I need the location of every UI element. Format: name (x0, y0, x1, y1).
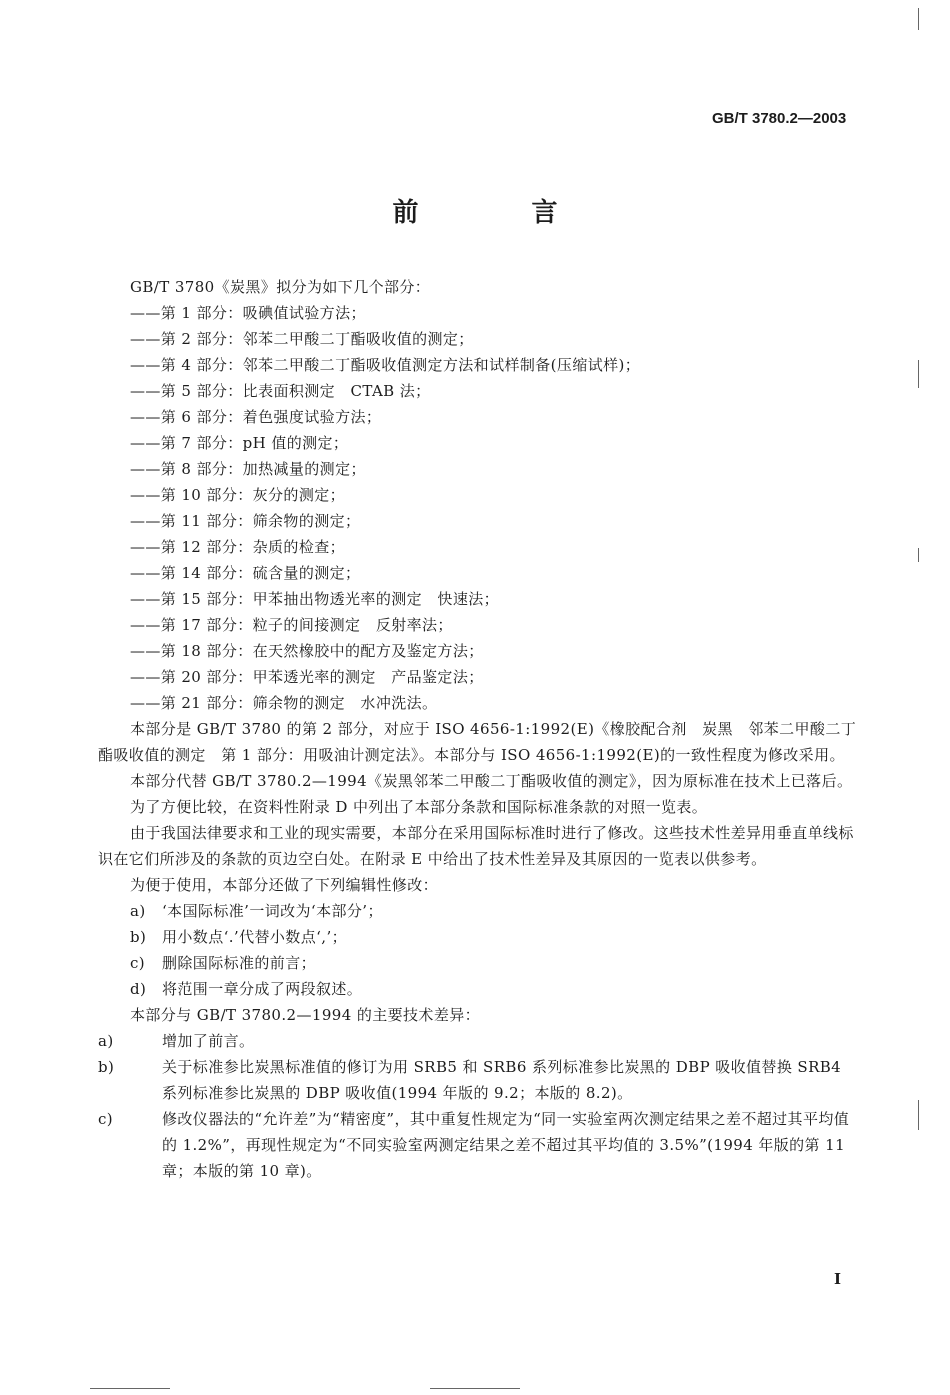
item-text: 删除国际标准的前言； (162, 954, 317, 972)
part-list-item: ——第 4 部分：邻苯二甲酸二丁酯吸收值测定方法和试样制备(压缩试样)； (130, 356, 641, 374)
tech-diff-intro: 本部分与 GB/T 3780.2—1994 的主要技术差异： (130, 1006, 481, 1024)
item-label: d) (130, 980, 147, 998)
part-list-item: ——第 17 部分：粒子的间接测定 反射率法； (130, 616, 453, 634)
part-list-item: ——第 8 部分：加热减量的测定； (130, 460, 366, 478)
part-list-item: ——第 1 部分：吸碘值试验方法； (130, 304, 366, 322)
part-list-item: ——第 21 部分：筛余物的测定 水冲洗法。 (130, 694, 438, 712)
editorial-intro: 为便于使用，本部分还做了下列编辑性修改： (130, 876, 439, 894)
item-text: ‘本国际标准’一词改为‘本部分’； (162, 902, 383, 920)
part-list-item: ——第 7 部分：pH 值的测定； (130, 434, 349, 452)
annex-e-paragraph: 由于我国法律要求和工业的现实需要，本部分在采用国际标准时进行了修改。这些技术性差异用垂直单线标识在它们所涉及的条款的页边空白处。在附录 E 中给出了技术性差异及其原因的一览表以供参考。 (98, 824, 854, 868)
scan-margin-mark (918, 8, 919, 30)
part-list-item: ——第 20 部分：甲苯透光率的测定 产品鉴定法； (130, 668, 484, 686)
scan-margin-mark (918, 360, 919, 388)
correspondence-paragraph: 本部分是 GB/T 3780 的第 2 部分，对应于 ISO 4656-1:1992(E)《橡胶配合剂 炭黑 邻苯二甲酸二丁酯吸收值的测定 第 1 部分：用吸油计测定法》。本部分与 ISO 4656-1:1992(E)的一致性程度为修改采用。 (98, 720, 857, 764)
item-label: c) (98, 1110, 114, 1128)
part-list-item: ——第 15 部分：甲苯抽出物透光率的测定 快速法； (130, 590, 500, 608)
part-list-item: ——第 14 部分：硫含量的测定； (130, 564, 361, 582)
item-text: 关于标准参比炭黑标准值的修订为用 SRB5 和 SRB6 系列标准参比炭黑的 DBP 吸收值替换 SRB4 系列标准参比炭黑的 DBP 吸收值(1994 年版的 9.2；本版的 8.2)。 (162, 1058, 842, 1102)
standard-code: GB/T 3780.2—2003 (712, 110, 847, 127)
part-list-item: ——第 2 部分：邻苯二甲酸二丁酯吸收值的测定； (130, 330, 474, 348)
item-text: 用小数点‘.’代替小数点‘,’； (162, 928, 348, 946)
intro-paragraph: GB/T 3780《炭黑》拟分为如下几个部分： (130, 278, 431, 296)
item-label: b) (98, 1058, 115, 1076)
part-list-item: ——第 6 部分：着色强度试验方法； (130, 408, 382, 426)
scan-bottom-mark (430, 1388, 520, 1389)
item-label: c) (130, 954, 146, 972)
editorial-item (98, 898, 860, 924)
item-text: 将范围一章分成了两段叙述。 (162, 980, 363, 998)
tech-diff-item (98, 1054, 860, 1106)
replaces-paragraph: 本部分代替 GB/T 3780.2—1994《炭黑邻苯二甲酸二丁酯吸收值的测定》，因为原标准在技术上已落后。 (130, 772, 853, 790)
item-text: 修改仪器法的“允许差”为“精密度”，其中重复性规定为“同一实验室两次测定结果之差不超过其平均值的 1.2%”，再现性规定为“不同实验室两测定结果之差不超过其平均值的 3.5%”(1994 年版的第 11 章；本版的第 10 章)。 (162, 1110, 850, 1180)
editorial-item (98, 924, 860, 950)
part-list-item: ——第 5 部分：比表面积测定 CTAB 法； (130, 382, 431, 400)
editorial-item (98, 976, 860, 1002)
tech-diff-item (98, 1028, 860, 1054)
foreword-body (98, 274, 860, 1184)
scan-bottom-mark (90, 1388, 170, 1389)
part-list-item: ——第 18 部分：在天然橡胶中的配方及鉴定方法； (130, 642, 484, 660)
page-number: I (834, 1270, 842, 1288)
item-label: a) (130, 902, 146, 920)
page-title: 前 言 (392, 198, 610, 228)
scan-margin-mark (918, 1100, 919, 1130)
tech-diff-item (98, 1106, 860, 1184)
item-text: 增加了前言。 (162, 1032, 255, 1050)
annex-d-paragraph: 为了方便比较，在资料性附录 D 中列出了本部分条款和国际标准条款的对照一览表。 (130, 798, 708, 816)
item-label: b) (130, 928, 147, 946)
part-list-item: ——第 10 部分：灰分的测定； (130, 486, 346, 504)
editorial-item (98, 950, 860, 976)
scan-margin-mark (918, 548, 919, 562)
part-list-item: ——第 12 部分：杂质的检查； (130, 538, 346, 556)
part-list-item: ——第 11 部分：筛余物的测定； (130, 512, 361, 530)
item-label: a) (98, 1032, 114, 1050)
